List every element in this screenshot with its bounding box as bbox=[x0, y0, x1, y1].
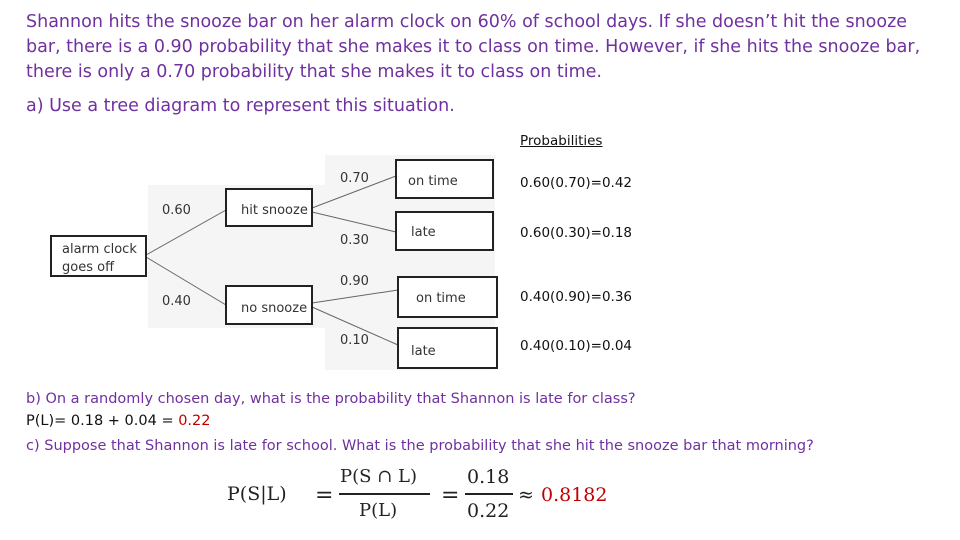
problem-statement: Shannon hits the snooze bar on her alarm clock on 60% of school days. If she doesn’t hit the snooze bar, there is a 0.90 probability that she makes it to class on time. However, if she hits the snooze bar, there is only a 0.70 probability that she makes it to class on time. bbox=[26, 12, 921, 82]
leaf4-label: late bbox=[411, 344, 436, 359]
formula-denominator: P(L) bbox=[359, 500, 398, 521]
leaf1-probability: 0.70 bbox=[340, 171, 369, 186]
branch1-probability: 0.60 bbox=[162, 203, 191, 218]
leaf1-label: on time bbox=[408, 174, 458, 189]
formula-equals-2: = bbox=[441, 483, 460, 508]
hit-snooze-label: hit snooze bbox=[241, 203, 308, 218]
no-snooze-label: no snooze bbox=[241, 301, 308, 316]
part-b-answer bbox=[26, 413, 211, 429]
leaf3-probability: 0.90 bbox=[340, 274, 369, 289]
probability-line-2: 0.60(0.30)=0.18 bbox=[520, 225, 633, 241]
formula-result: 0.8182 bbox=[541, 484, 608, 506]
formula-equals-1: = bbox=[315, 483, 334, 508]
part-b-answer-expression: P(L)= 0.18 + 0.04 = bbox=[26, 413, 179, 429]
approx-symbol: ≈ bbox=[518, 484, 534, 506]
formula-fraction-bar-2 bbox=[465, 493, 513, 495]
formula-fraction-bar-1 bbox=[339, 493, 430, 495]
leaf3-label: on time bbox=[416, 291, 466, 306]
leaf4-probability: 0.10 bbox=[340, 333, 369, 348]
formula-lhs: P(S|L) bbox=[227, 483, 287, 505]
part-b-question: b) On a randomly chosen day, what is the probability that Shannon is late for class? bbox=[26, 391, 636, 407]
root-label-line1: alarm clock bbox=[62, 242, 137, 257]
probability-line-3: 0.40(0.90)=0.36 bbox=[520, 289, 633, 305]
value-numerator: 0.18 bbox=[467, 466, 510, 488]
part-b-answer-value: 0.22 bbox=[178, 413, 211, 429]
probabilities-header: Probabilities bbox=[520, 133, 603, 149]
conditional-probability-formula bbox=[225, 464, 625, 524]
probability-line-1: 0.60(0.70)=0.42 bbox=[520, 175, 633, 191]
root-label-line2: goes off bbox=[62, 260, 115, 275]
leaf2-probability: 0.30 bbox=[340, 233, 369, 248]
value-denominator: 0.22 bbox=[467, 500, 510, 522]
formula-numerator: P(S ∩ L) bbox=[340, 466, 417, 487]
part-c-question: c) Suppose that Shannon is late for school. What is the probability that she hit the snooze bar that morning? bbox=[26, 438, 814, 454]
leaf2-label: late bbox=[411, 225, 436, 240]
probability-line-4: 0.40(0.10)=0.04 bbox=[520, 338, 633, 354]
part-a-question: a) Use a tree diagram to represent this situation. bbox=[26, 96, 455, 116]
branch2-probability: 0.40 bbox=[162, 294, 191, 309]
